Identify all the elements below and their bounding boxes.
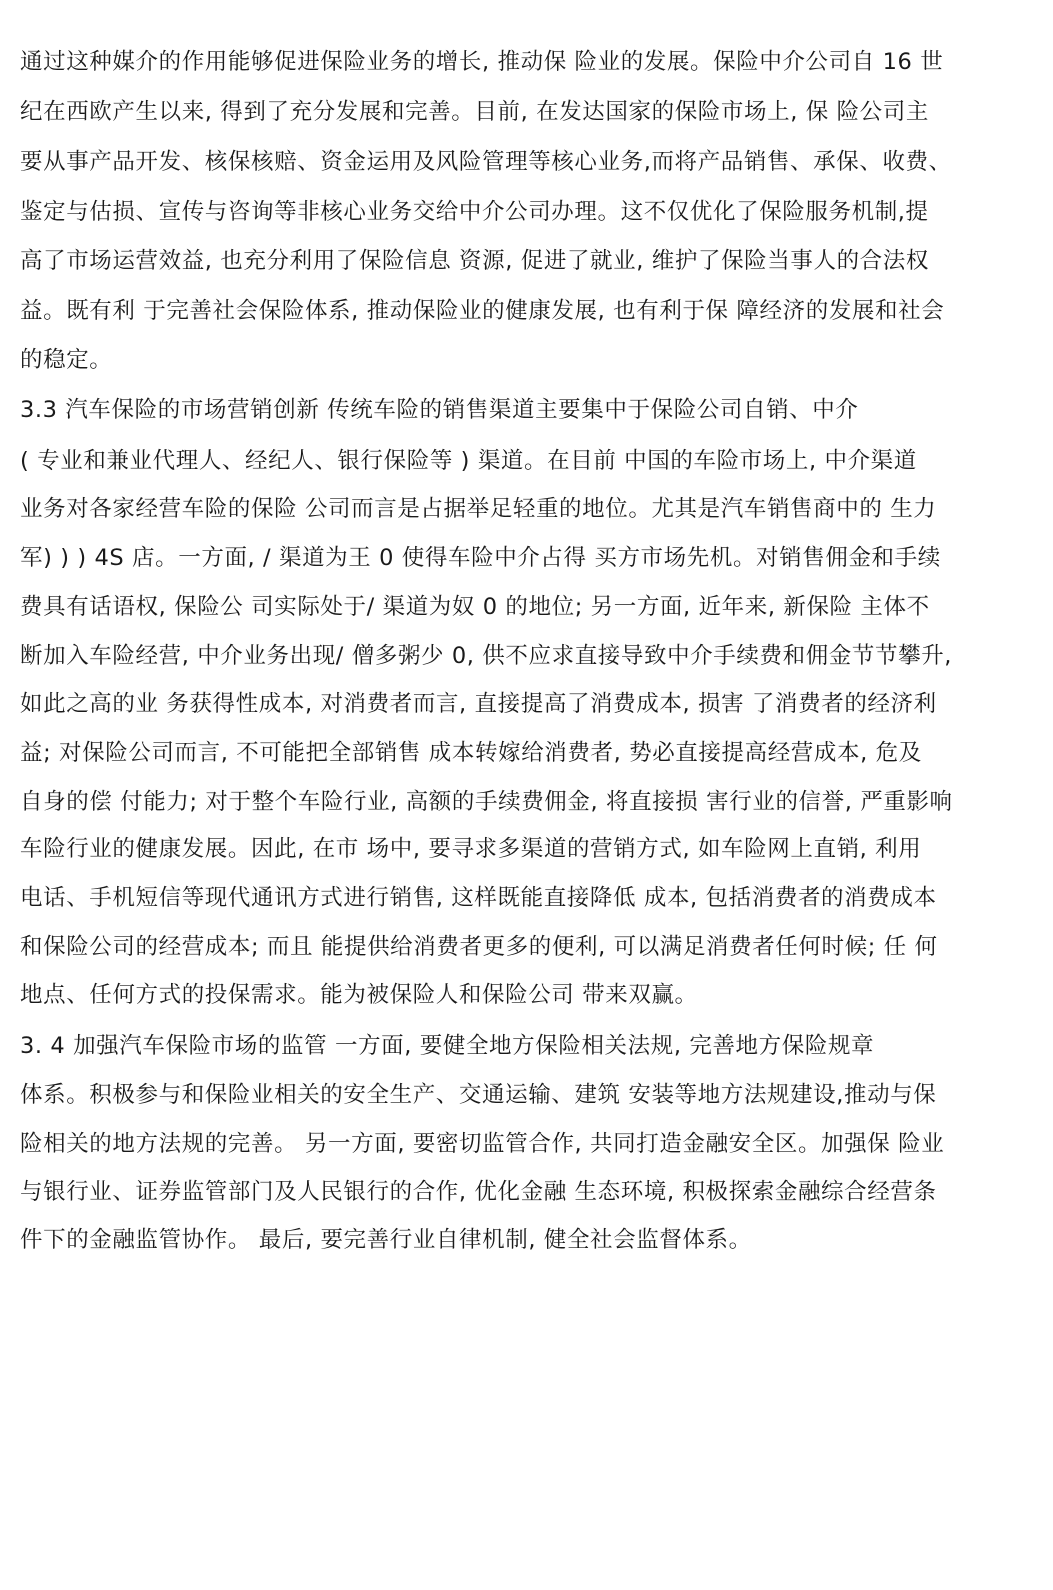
text-line: 军) ) ) 4S 店。一方面, / 渠道为王 0 使得车险中介占得 买方市场先机。对销售佣金和手续 — [20, 545, 941, 571]
text-line: 的稳定。 — [20, 347, 113, 373]
text-line: 体系。积极参与和保险业相关的安全生产、交通运输、建筑 安装等地方法规建设,推动与保 — [20, 1082, 937, 1108]
text-line: 自身的偿 付能力; 对于整个车险行业, 高额的手续费佣金, 将直接损 害行业的信誉, 严重影响 — [20, 789, 953, 815]
text-line: 高了市场运营效益, 也充分利用了保险信息 资源, 促进了就业, 维护了保险当事人的合法权 — [20, 248, 929, 274]
text-line: 地点、任何方式的投保需求。能为被保险人和保险公司 带来双赢。 — [20, 982, 698, 1008]
section-heading-3-3: 3.3 汽车保险的市场营销创新 传统车险的销售渠道主要集中于保险公司自销、中介 — [20, 397, 859, 423]
text-line: 险相关的地方法规的完善。 另一方面, 要密切监管合作, 共同打造金融安全区。加强保 险业 — [20, 1131, 945, 1157]
text-line: 益; 对保险公司而言, 不可能把全部销售 成本转嫁给消费者, 势必直接提高经营成本, 危及 — [20, 740, 922, 766]
text-line: 和保险公司的经营成本; 而且 能提供给消费者更多的便利, 可以满足消费者任何时候; 任 何 — [20, 934, 938, 960]
text-line: 益。既有利 于完善社会保险体系, 推动保险业的健康发展, 也有利于保 障经济的发展和社会 — [20, 298, 945, 324]
text-line: 断加入车险经营, 中介业务出现/ 僧多粥少 0, 供不应求直接导致中介手续费和佣金节节攀升, — [20, 643, 953, 669]
text-line: 如此之高的业 务获得性成本, 对消费者而言, 直接提高了消费成本, 损害 了消费者的经济利 — [20, 691, 937, 717]
text-line: 通过这种媒介的作用能够促进保险业务的增长, 推动保 险业的发展。保险中介公司自 16 世 — [20, 49, 944, 75]
text-line: 件下的金融监管协作。 最后, 要完善行业自律机制, 健全社会监督体系。 — [20, 1227, 752, 1253]
text-line: 与银行业、证券监管部门及人民银行的合作, 优化金融 生态环境, 积极探索金融综合经营条 — [20, 1179, 937, 1205]
text-line: 纪在西欧产生以来, 得到了充分发展和完善。目前, 在发达国家的保险市场上, 保 险公司主 — [20, 99, 929, 125]
text-line: 业务对各家经营车险的保险 公司而言是占据举足轻重的地位。尤其是汽车销售商中的 生力 — [20, 496, 937, 522]
text-line: ( 专业和兼业代理人、经纪人、银行保险等 ) 渠道。在目前 中国的车险市场上, 中介渠道 — [20, 448, 917, 474]
section-heading-3-4: 3. 4 加强汽车保险市场的监管 一方面, 要健全地方保险相关法规, 完善地方保险规章 — [20, 1033, 875, 1059]
text-line: 鉴定与估损、宣传与咨询等非核心业务交给中介公司办理。这不仅优化了保险服务机制,提 — [20, 199, 929, 225]
text-line: 车险行业的健康发展。因此, 在市 场中, 要寻求多渠道的营销方式, 如车险网上直销, 利用 — [20, 836, 922, 862]
text-line: 费具有话语权, 保险公 司实际处于/ 渠道为奴 0 的地位; 另一方面, 近年来, 新保险 主体不 — [20, 594, 930, 620]
text-line: 要从事产品开发、核保核赔、资金运用及风险管理等核心业务,而将产品销售、承保、收费、 — [20, 149, 952, 175]
text-line: 电话、手机短信等现代通讯方式进行销售, 这样既能直接降低 成本, 包括消费者的消费成本 — [20, 885, 937, 911]
